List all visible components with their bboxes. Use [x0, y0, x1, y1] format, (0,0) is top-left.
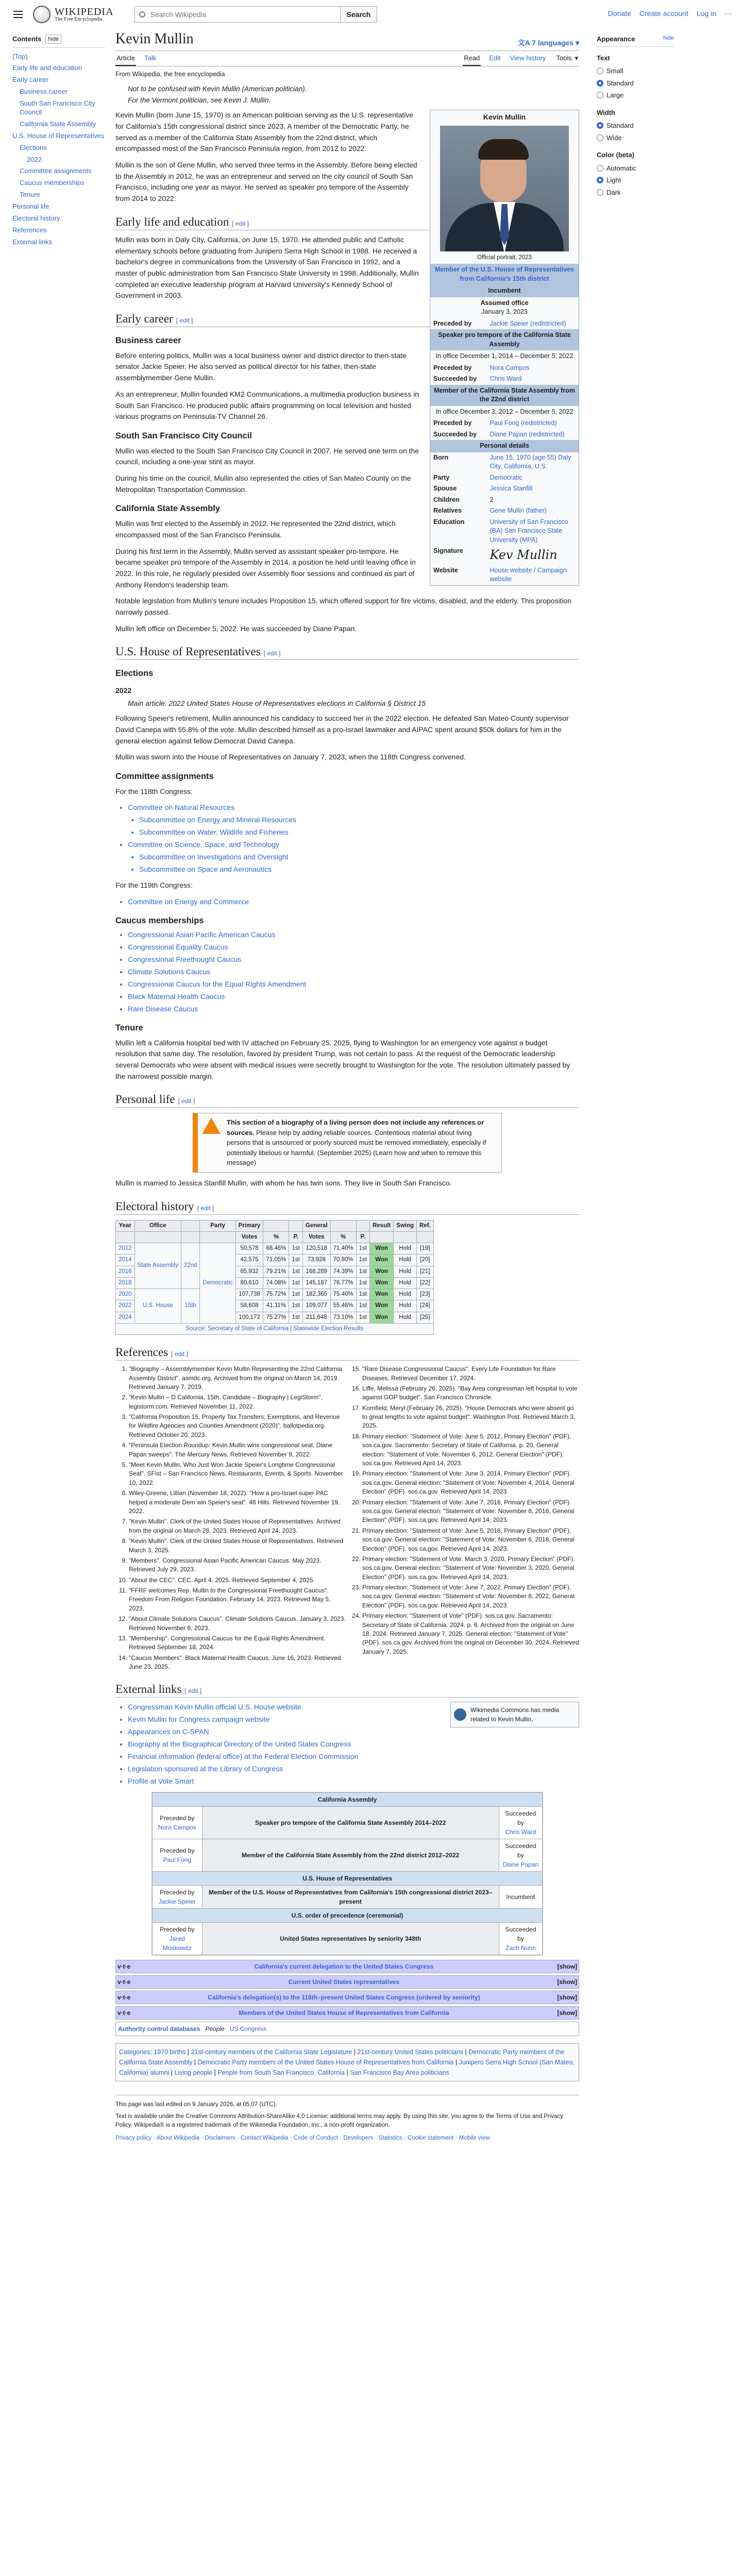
table-header: Swing — [394, 1220, 417, 1231]
personal-details-header: Personal details — [430, 440, 579, 452]
toc-item[interactable]: (Top) — [12, 52, 28, 60]
infobox-office[interactable]: Member of the U.S. House of Representatives from California's 15th district — [430, 264, 579, 285]
radio-icon — [597, 134, 603, 141]
table-header — [330, 1220, 356, 1231]
commons-icon — [454, 1708, 466, 1721]
infobox-office-3: Member of the California State Assembly from the 22nd district — [430, 385, 579, 406]
create-account-link[interactable]: Create account — [639, 9, 688, 18]
reference-item[interactable]: 4. "Peninsula Election Roundup: Kevin Mullin wins congressional seat, Diane Papan sweeps". The Mercury News. Retrieved November 9, 2022. — [129, 1441, 346, 1459]
reference-item[interactable]: 14. "Caucus Members". Black Maternal Health Caucus. June 16, 2023. Retrieved June 23, 2025. — [129, 1654, 346, 1672]
toc-item[interactable]: Early life and education — [12, 64, 82, 72]
list-item[interactable]: • Committee on Science, Space, and Technology — [128, 839, 579, 850]
toc-item[interactable]: Tenure — [20, 191, 40, 199]
language-button[interactable]: 文A 7 languages ▾ — [517, 39, 579, 47]
list-item[interactable]: • Financial information (federal office) at the Federal Election Commission — [128, 1751, 579, 1762]
category-link[interactable]: Junipero Serra High School (San Mateo, California) alumni — [119, 2058, 575, 2076]
radio-icon — [597, 92, 603, 98]
reference-item[interactable]: 10. "About the CEC". CEC. April 4, 2025. Retrieved September 4, 2025. — [129, 1576, 346, 1585]
list-item[interactable]: • Congressman Kevin Mullin official U.S. House website — [128, 1702, 579, 1713]
reference-item[interactable]: 24. Primary election: "Statement of Vote" (PDF). sos.ca.gov. Sacramento: Secretary of State of California. 2024. p. 6. Archived from the original on June 18, 2024. Retrieved January 7, 2025. General election: "Statement of Vote" (PDF). sos.ca.gov. Archived from the original on December 30, 2024. Retrieved January 7, 2025. — [362, 1612, 579, 1656]
list-item[interactable]: • Committee on Natural Resources — [128, 802, 579, 813]
reference-item[interactable]: 7. "Kevin Mullin". Clerk of the United States House of Representatives. Archived from the original on March 28, 2023. Retrieved April 24, 2023. — [129, 1517, 346, 1535]
appearance-hide-button[interactable]: hide — [663, 35, 674, 41]
search-input[interactable] — [134, 6, 341, 23]
tab-article[interactable]: Article — [115, 51, 136, 66]
navbox-show-button[interactable]: [show] — [557, 1993, 577, 2001]
table-subheader: % — [330, 1231, 356, 1243]
reference-item[interactable]: 11. "FFRF welcomes Rep. Mullin to the Congressional Freethought Caucus". Freedom From Religion Foundation. February 14, 2023. Retrieved May 5, 2023. — [129, 1586, 346, 1613]
appearance-option[interactable]: Dark — [597, 187, 674, 199]
table-header — [356, 1220, 369, 1231]
infobox-row: Spouse Jessica Stanfill — [433, 485, 533, 493]
table-subheader: P. — [289, 1231, 302, 1243]
reference-item[interactable]: 8. "Kevin Mullin". Clerk of the United States House of Representatives. Retrieved March 3, 2025. — [129, 1537, 346, 1555]
navbox[interactable]: v·t·e California's delegation(s) to the 118th–present United States Congress (ordered by seniority) [show] — [115, 1991, 579, 2004]
infobox: Kevin Mullin Official portrait, 2023 Member of the U.S. House of Representatives from California's 15th district Incumbent Assumed office January 3, 2023 Preceded by Jackie Speier (redistricted) Speaker pro tempore of the California State Assembly In office December 1, 2014 – December 5, 2022 Preceded by Nora Campos Succeeded by Chris Ward Member of the California State Assembly from the 22nd district In office December 3, 2012 – December 5, 2022 Preceded by Paul Fong (redistricted) Succeeded by Diane Papan (redistricted) Personal details Born June 15, 1970 (age 55) Daly City, California, U.S. Party Democratic Spouse Jessica Stanfill Children 2 Relatives Gene Mullin (father) Education University of San Francisco (BA) San Francisco State University (MPA) Signature Kev Mullin Website House website / Campaign website — [430, 110, 579, 585]
more-options-icon[interactable]: ⋯ — [724, 9, 732, 18]
radio-icon — [597, 189, 603, 196]
reference-item[interactable]: 19. Primary election: "Statement of Vote: June 3, 2014, Primary Election" (PDF). sos.ca.gov. General election: "Statement of Vote: November 4, 2014, General Election" (PDF). sos.ca.gov. Retrieved April 14, 2023. — [362, 1469, 579, 1496]
table-subheader — [394, 1231, 417, 1243]
list-item[interactable]: • Kevin Mullin for Congress campaign website — [128, 1714, 579, 1725]
list-item[interactable]: • Biography at the Biographical Directory of the United States Congress — [128, 1739, 579, 1750]
list-item[interactable]: • Committee on Energy and Commerce — [128, 896, 579, 907]
list-item[interactable]: • Profile at Vote Smart — [128, 1776, 579, 1787]
incumbent-label: Incumbent — [430, 285, 579, 297]
list-item[interactable]: • Subcommittee on Water, Wildlife and Fisheries — [139, 827, 579, 838]
infobox-row: Succeeded by Chris Ward — [433, 375, 522, 383]
tab-history[interactable]: View history — [510, 54, 546, 62]
section-us-house: U.S. House of Representatives [ edit ] — [115, 643, 579, 660]
radio-icon — [597, 177, 603, 183]
category-link[interactable]: People from South San Francisco, California — [217, 2069, 345, 2076]
table-header: General — [302, 1220, 330, 1231]
table-subheader — [417, 1231, 434, 1243]
appearance-option[interactable]: Automatic — [597, 162, 674, 175]
infobox-row: Preceded by Paul Fong (redistricted) — [433, 419, 557, 427]
table-header — [181, 1220, 200, 1231]
toc-item[interactable]: External links — [12, 238, 53, 246]
navbox[interactable]: v·t·e California's current delegation to the United States Congress [show] — [115, 1960, 579, 1973]
navbox[interactable]: v·t·e Members of the United States House of Representatives from California [show] — [115, 2006, 579, 2020]
section-personal-life: Personal life [ edit ] — [115, 1091, 579, 1108]
reference-item[interactable]: 9. "Members". Congressional Asian Pacific American Caucus. May 2023. Retrieved July 29, 2023. — [129, 1556, 346, 1574]
lead-paragraph: Mullin is the son of Gene Mullin, who served three terms in the Assembly. Before being elected to the Assembly in 2012, he was an entrepreneur and served on the city council of South San Francisco, including one year as mayor. He served as speaker pro tempore of the Assembly from 2014 to 2022. — [115, 161, 417, 203]
category-link[interactable]: Living people — [174, 2069, 213, 2076]
wikipedia-logo[interactable] — [33, 6, 114, 23]
reference-item[interactable]: 21. Primary election: "Statement of Vote: June 5, 2018, Primary Election" (PDF). sos.ca.gov. General election: "Statement of Vote: November 6, 2018, General Election" (PDF). sos.ca.gov. Retrieved April 14, 2023. — [362, 1527, 579, 1553]
toc-item[interactable]: 2022 — [27, 155, 42, 163]
list-item[interactable]: • Legislation sponsored at the Library of Congress — [128, 1764, 579, 1774]
categories-box: Categories: 1970 births | 21st-century members of the California State Legislature | 21st-century United States politicians | Democratic Party members of the California State Assembly | Democratic Party members of the United States House of Representatives from California | Junipero Serra High School (San Mateo, California) alumni | Living people | People from South San Francisco, California | San Francisco Bay Area politicians — [115, 2043, 579, 2081]
infobox-row: Website House website / Campaign website — [433, 566, 567, 583]
table-subheader — [200, 1231, 235, 1243]
section-external-links: External links [ edit ] — [115, 1681, 579, 1698]
navbox[interactable]: v·t·e Current United States representatives [show] — [115, 1975, 579, 1989]
radio-icon — [597, 122, 603, 129]
electoral-history-table: Year Office Party Primary General Result Swing Ref. Votes % P. Votes % P. 2012 State Assembly 22nd Democratic 50,578 68.46% 1st 120,518 71.40% 1st Won Hold [19] 2014 42,575 71.05% 1st 73,928 70.80% 1st Won Hold [20] 2016 85,932 79.21% 1st 168,289 74.39% 1st Won Hold [21] 2018 80,610 74.08% 1st 145,187 76.77% 1st Won Hold [22] 2020 U.S. House 15th 107,738 75.72% 1st 182,365 75.40% 1st Won Hold [23] 2022 58,608 41.11% 1st 109,077 55.46% 1st Won Hold [24] 2024 100,172 75.27% 1st 211,648 73.10% 1st Won Hold [25] Source: Secretary of State of California | Statewide Election Results — [115, 1220, 434, 1335]
table-subheader: % — [263, 1231, 289, 1243]
official-portrait[interactable] — [440, 126, 569, 251]
category-link[interactable]: Democratic Party members of the California State Assembly — [119, 2048, 565, 2066]
reference-item[interactable]: 23. Primary election: "Statement of Vote: June 7, 2022, Primary Election" (PDF). sos.ca.gov. General election: "Statement of Vote: November 8, 2022, General Election" (PDF). sos.ca.gov. Retrieved April 14, 2023. — [362, 1583, 579, 1610]
infobox-row: Signature Kev Mullin — [433, 547, 558, 563]
reference-item[interactable]: 22. Primary election: "Statement of Vote: March 3, 2020, Primary Election" (PDF). sos.ca.gov. General election: "Statement of Vote: November 3, 2020, General Election" (PDF). sos.ca.gov. Retrieved April 14, 2023. — [362, 1555, 579, 1582]
toc-hide-button[interactable]: hide — [45, 35, 61, 44]
infobox-row: Children 2 — [433, 496, 494, 503]
table-subheader: P. — [356, 1231, 369, 1243]
list-item[interactable]: • Congressional Equality Caucus — [128, 942, 579, 953]
appearance-option[interactable]: Large — [597, 89, 674, 101]
tab-edit[interactable]: Edit — [489, 54, 501, 62]
infobox-row: Preceded by Nora Campos — [433, 364, 530, 371]
list-item[interactable]: • Subcommittee on Space and Aeronautics — [139, 864, 579, 875]
infobox-row: Party Democratic — [433, 473, 522, 481]
list-item[interactable]: • Congressional Freethought Caucus — [128, 954, 579, 965]
search-button[interactable]: Search — [341, 6, 378, 23]
navbox-vte[interactable]: v·t·e — [117, 1962, 131, 1970]
infobox-row: Born June 15, 1970 (age 55) Daly City, California, U.S. — [433, 453, 571, 470]
reference-item[interactable]: 5. "Meet Kevin Mullin, Who Just Won Jackie Speier's Longtime Congressional Seat". SFist – San Francisco News, Restaurants, Events, & Sports. November 10, 2022. — [129, 1461, 346, 1487]
list-item[interactable]: • Congressional Caucus for the Equal Rights Amendment — [128, 979, 579, 990]
category-link[interactable]: 1970 births — [154, 2048, 186, 2056]
radio-icon — [597, 67, 603, 74]
toc-item[interactable]: Business career — [20, 88, 68, 96]
radio-icon — [597, 165, 603, 172]
tab-read[interactable]: Read — [463, 51, 481, 66]
table-header: Party — [200, 1220, 235, 1231]
unsourced-warning: This section of a biography of a living person does not include any references or sources. Please help by adding reliable sources. Contentious material about living persons that is unsourced or poorly sourced must be removed immediately, especially if potentially libelous or harmful. (September 2025) (Learn how and when to remove this message) — [193, 1113, 502, 1173]
site-header — [0, 0, 742, 29]
table-subheader: Votes — [235, 1231, 263, 1243]
globe-icon — [33, 6, 50, 23]
appearance-option[interactable]: Standard — [597, 77, 674, 90]
list-item[interactable]: • Appearances on C-SPAN — [128, 1726, 579, 1737]
appearance-option[interactable]: Small — [597, 65, 674, 77]
table-header — [289, 1220, 302, 1231]
from-line: From Wikipedia, the free encyclopedia — [115, 71, 225, 78]
reference-item[interactable]: 18. Primary election: "Statement of Vote: June 5, 2012, Primary Election" (PDF). sos.ca.gov. Sacramento: Secretary of State of California. p. 20. General election: "Statement of Vote: November 6, 2012, General Election" (PDF). sos.ca.gov. Retrieved April 14, 2023. — [362, 1432, 579, 1468]
appearance-panel: Appearance hide Text Small Standard Large Width Standard Wide Color (beta) Automatic Light Dark — [597, 29, 674, 2148]
table-header: Office — [134, 1220, 181, 1231]
table-header: Ref. — [417, 1220, 434, 1231]
tools-menu[interactable]: Tools ▾ — [556, 54, 578, 62]
list-item[interactable]: • Rare Disease Caucus — [128, 1004, 579, 1014]
main-menu-button[interactable] — [10, 6, 27, 23]
portrait-caption: Official portrait, 2023 — [477, 254, 532, 261]
infobox-row: Education University of San Francisco (BA) San Francisco State University (MPA) — [433, 518, 568, 544]
category-link[interactable]: 21st-century United States politicians — [357, 2048, 463, 2056]
table-subheader — [181, 1231, 200, 1243]
logo-wordmark: WIKIPEDIA — [55, 6, 114, 18]
article: Kevin Mullin 文A 7 languages ▾ Article Talk Read Edit View history Tools ▾ From Wikipedia, the free encyclopedia Not to be confused with Kevin Mullin (American politician). For the Vermont politician, see Kevin J. Mullin. Kevin Mullin Official portrait, 2023 Member of the U.S. House of Representatives from California's 15th district Incumbent Assumed office January 3, 2023 Preceded by Jackie Speier (redistricted) Speaker pro tempore of the California State Assembly In office December 1, 2014 – December 5, 2022 Preceded by Nora Campos Succeeded by Chris Ward Member of the California State Assembly from the 22nd district In office December 3, 2012 – December 5, 2022 Preceded by Paul Fong (redistricted) Succeeded by Diane Papan (redistricted) Personal details Born June 15, 1970 (age 55) Daly City, California, U.S. Party Democratic Spouse Jessica Stanfill Children 2 Relatives Gene Mullin (father) Education University of San Francisco (BA) San Francisco State University (MPA) Signature Kev Mullin Website House website / Campaign website Kevin Mullin (born June 15, 1970) is an American politician serving as the U.S. representative for California's 15th congressional district since 2023. A member of the Democratic Party, he served as a member of the California State Assembly from the 22nd district, which encompassed most of the San Francisco Peninsula region, from 2012 to 2022. Mullin is the son of Gene Mullin, who served three terms in the Assembly. Before being elected to the Assembly in 2012, he was an entrepreneur and served on the city council of South San Francisco, including one year as mayor. He served as speaker pro tempore of the Assembly from 2014 to 2022. Early life and education [ edit ] Mullin was born in Daly City, California, on June 15, 1970. He attended public and Catholic elementary schools before graduating from Junipero Serra High School in 1988. He received a bachelor's degree in communications from the University of San Francisco in 1992, and a master of public administration from San Francisco State University in 1998. Additionally, Mullin completed an executive leadership program at Harvard University's Kennedy School of Government in 2003. Early career [ edit ] Business career Before entering politics, Mullin was a local business owner and district director to then-state senator Jackie Speier. He also served as political director for his father, then-state assemblymember Gene Mullin. As an entrepreneur, Mullin founded KM2 Communications, a multimedia production business in South San Francisco. He produced public affairs programming on local television and hosted various programs on Peninsula-TV Channel 26. South San Francisco City Council Mullin was elected to the South San Francisco City Council in 2007. He served one term on the council, including a one-year stint as mayor. During his time on the council, Mullin also represented the cities of San Mateo County on the Metropolitan Transportation Commission. California State Assembly Mullin was first elected to the Assembly in 2012. He represented the 22nd district, which encompassed most of the San Francisco Peninsula. During his first term in the Assembly, Mullin served as assistant speaker pro-tempore. He became speaker pro tempore of the Assembly in 2014, a position he held until leaving office in 2022. In this role, he regularly presided over Assembly floor sessions and continued as part of Anthony Rendon's leadership team. Notable legislation from Mullin's tenure includes Proposition 15, which offered support for fire victims, disabled, and the elderly. This proposition narrowly passed. Mullin left office on December 5, 2022. He was succeeded by Diane Papan. U.S. House of Representatives [ edit ] Elections 2022 Main article: 2022 United States House of Representatives elections in California § District 15 Following Speier's retirement, Mullin announced his candidacy to succeed her in the 2022 election. He defeated San Mateo County supervisor David Canepa with 55.8% of the vote. Mullin described himself as a pro-Israel lawmaker and AIPAC spent around $50k dollars for him in the general election against fellow Democrat David Canepa. Mullin was sworn into the House of Representatives on January 7, 2023, when the 118th Congress convened. Committee assignments For the 118th Congress: • Committee on Natural Resources • Subcommittee on Energy and Mineral Resources • Subcommittee on Water, Wildlife and Fisheries • Committee on Science, Space, and Technology • Subcommittee on Investigations and Oversight • Subcommittee on Space and Aeronautics For the 119th Congress: • Committee on Energy and Commerce Caucus memberships • Congressional Asian Pacific American Caucus • Congressional Equality Caucus • Congressional Freethought Caucus • Climate Solutions Caucus • Congressional Caucus for the Equal Rights Amendment • Black Maternal Health Caucus • Rare Disease Caucus Tenure Mullin left a California hospital bed with IV attached on February 25, 2025, flying to Washington for an emergency vote against a budget resolution that same day. The resolution, favored by president Trump, was not certain to pass. At the request of the Democratic leadership several Democrats who were absent with medical issues were secretly brought to Washington for the vote. The resolution ultimately passed by the narrowest possible margin. Personal life [ edit ] This section of a biography of a living person does not include any references or sources. Please help by adding reliable sources. Contentious material about living persons that is unsourced or poorly sourced must be removed immediately, especially if potentially libelous or harmful. (September 2025) (Learn how and when to remove this message) Mullin is married to Jessica Stanfill Mullin, with whom he has twin sons. They live in South San Francisco. Electoral history [ edit ] Year Office Party Primary General Result Swing Ref. Votes % P. Votes % P. 2012 State Assembly 22nd Democratic 50,578 68.46% 1st 120,518 71.40% 1st Won Hold [19] 2014 42,575 71.05% 1st 73,928 70.80% 1st Won Hold [20] 2016 85,932 79.21% 1st 168,289 74.39% 1st Won Hold [21] 2018 80,610 74.08% 1st 145,187 76.77% 1st Won Hold [22] 2020 U.S. House 15th 107,738 75.72% 1st 182,365 75.40% 1st Won Hold [23] 2022 58,608 41.11% 1st 109,077 55.46% 1st Won Hold [24] 2024 100,172 75.27% 1st 211,648 73.10% 1st Won Hold [25] Source: Secretary of State of California | Statewide Election Results References [ edit ] 1. "Biography – Assemblymember Kevin Mullin Representing the 22nd California Assembly District". asmdc.org. Archived from the original on March 14, 2019. Retrieved January 7, 2019. 2. "Kevin Mullin – D California, 15th, Candidate – Biography | LegiStorm". legistorm.com. Retrieved November 11, 2022. 3. "California Proposition 15, Property Tax Transfers, Exemptions, and Revenue for Wildfire Agencies and Counties Amendment (2020)". ballotpedia.org. Retrieved October 20, 2023. 4. "Peninsula Election Roundup: Kevin Mullin wins congressional seat, Diane Papan sweeps". The Mercury News. Retrieved November 9, 2022. 5. "Meet Kevin Mullin, Who Just Won Jackie Speier's Longtime Congressional Seat". SFist – San Francisco News, Restaurants, Events, & Sports. November 10, 2022. 6. Wiley-Greene, Lillian (November 18, 2022). "How a pro-Israel super PAC helped a moderate Dem win Speier's seat". 48 Hills. Retrieved November 19, 2022. 7. "Kevin Mullin". Clerk of the United States House of Representatives. Archived from the original on March 28, 2023. Retrieved April 24, 2023. 8. "Kevin Mullin". Clerk of the United States House of Representatives. Retrieved March 3, 2025. 9. "Members". Congressional Asian Pacific American Caucus. May 2023. Retrieved July 29, 2023. 10. "About the CEC". CEC. April 4, 2025. Retrieved September 4, 2025. 11. "FFRF welcomes Rep. Mullin to the Congressional Freethought Caucus". Freedom From Religion Foundation. February 14, 2023. Retrieved May 5, 2023. 12. "About Climate Solutions Caucus". Climate Solutions Caucus. January 3, 2023. Retrieved November 6, 2023. 13. "Membership". Congressional Caucus for the Equal Rights Amendment. Retrieved September 18, 2024. 14. "Caucus Members". Black Maternal Health Caucus. June 16, 2023. Retrieved June 23, 2025. 15. "Rare Disease Congressional Caucus". Every Life Foundation for Rare Diseases. Retrieved December 17, 2024. 16. Liffe, Melissa (February 26, 2025). "Bay Area congressman left hospital to vote against GOP budget". San Francisco Chronicle. 17. Kornfield, Meryl (February 26, 2025). "House Democrats who were absent go to great lengths to vote against budget". Washington Post. Retrieved March 3, 2025. 18. Primary election: "Statement of Vote: June 5, 2012, Primary Election" (PDF). sos.ca.gov. Sacramento: Secretary of State of California. p. 20. General election: "Statement of Vote: November 6, 2012, General Election" (PDF). sos.ca.gov. Retrieved April 14, 2023. 19. Primary election: "Statement of Vote: June 3, 2014, Primary Election" (PDF). sos.ca.gov. General election: "Statement of Vote: November 4, 2014, General Election" (PDF). sos.ca.gov. Retrieved April 14, 2023. 20. Primary election: "Statement of Vote: June 7, 2016, Primary Election" (PDF). sos.ca.gov. General election: "Statement of Vote: November 8, 2016, General Election" (PDF). sos.ca.gov. Retrieved April 14, 2023. 21. Primary election: "Statement of Vote: June 5, 2018, Primary Election" (PDF). sos.ca.gov. General election: "Statement of Vote: November 6, 2018, General Election" (PDF). sos.ca.gov. Retrieved April 14, 2023. 22. Primary election: "Statement of Vote: March 3, 2020, Primary Election" (PDF). sos.ca.gov. General election: "Statement of Vote: November 3, 2020, General Election" (PDF). sos.ca.gov. Retrieved April 14, 2023. 23. Primary election: "Statement of Vote: June 7, 2022, Primary Election" (PDF). sos.ca.gov. General election: "Statement of Vote: November 8, 2022, General Election" (PDF). sos.ca.gov. Retrieved April 14, 2023. 24. Primary election: "Statement of Vote" (PDF). sos.ca.gov. Sacramento: Secretary of State of California. 2024. p. 6. Archived from the original on June 18, 2024. Retrieved January 7, 2025. General election: "Statement of Vote" (PDF). sos.ca.gov. Archived from the original on December 30, 2024. Retrieved January 7, 2025. External links [ edit ] Wikimedia Commons has media related to Kevin Mullin. • Congressman Kevin Mullin official U.S. House website • Kevin Mullin for Congress campaign website • Appearances on C-SPAN • Biography at the Biographical Directory of the United States Congress • Financial information (federal office) at the Federal Election Commission • Legislation sponsored at the Library of Congress • Profile at Vote Smart California Assembly Preceded by Nora Campos Speaker pro tempore of the California State Assembly 2014–2022 Succeeded by Chris Ward Preceded by Paul Fong Member of the California State Assembly from the 22nd district 2012–2022 Succeeded by Diane Papan U.S. House of Representatives Preceded by Jackie Speier Member of the U.S. House of Representatives from California's 15th congressional district 2023–present Incumbent U.S. order of precedence (ceremonial) Preceded by Jared Moskowitz United States representatives by seniority 348th Succeeded by Zach Nunn v·t·e California's current delegation to the United States Congress [show] v·t·e Current United States representatives [show] v·t·e California's delegation(s) to the 118th–present United States Congress (ordered by seniority) [show] v·t·e Members of the United States House of Representatives from California [show] Authority control databases People US Congress Categories: 1970 births | 21st-century members of the California State Legislature | 21st-century United States politicians | Democratic Party members of the California State Assembly | Democratic Party members of the United States House of Representatives from California | Junipero Serra High School (San Mateo, California) alumni | Living people | People from South San Francisco, California | San Francisco Bay Area politicians This page was last edited on 9 January 2026, at 05:07 (UTC). Text is available under the Creative Commons Attribution-ShareAlike 4.0 License; additional terms may apply. By using this site, you agree to the Terms of Use and Privacy Policy. Wikipedia® is a registered trademark of the Wikimedia Foundation, Inc., a non-profit organization. Privacy policy · About Wikipedia · Disclaimers · Contact Wikipedia · Code of Conduct · Developers · Statistics · Cookie statement · Mobile view — [115, 29, 579, 2148]
navbox-show-button[interactable]: [show] — [557, 2009, 577, 2016]
infobox-row: Succeeded by Diane Papan (redistricted) — [433, 430, 565, 438]
navbox-vte[interactable]: v·t·e — [117, 1993, 131, 2001]
reference-item[interactable]: 17. Kornfield, Meryl (February 26, 2025). "House Democrats who were absent go to great lengths to vote against budget". Washington Post. Retrieved March 3, 2025. — [362, 1404, 579, 1431]
toc-item[interactable]: U.S. House of Representatives — [12, 131, 105, 140]
toc-item[interactable]: South San Francisco City Council — [20, 99, 95, 116]
table-subheader — [116, 1231, 135, 1243]
table-subheader: Votes — [302, 1231, 330, 1243]
reference-item[interactable]: 2. "Kevin Mullin – D California, 15th, Candidate – Biography | LegiStorm". legistorm.com. Retrieved November 11, 2022. — [129, 1393, 346, 1411]
search-form — [134, 6, 378, 23]
toc-item[interactable]: Personal life — [12, 202, 49, 211]
reference-item[interactable]: 13. "Membership". Congressional Caucus for the Equal Rights Amendment. Retrieved September 18, 2024. — [129, 1634, 346, 1652]
toc-item[interactable]: Elections — [20, 143, 47, 151]
appearance-option[interactable]: Light — [597, 174, 674, 187]
lead-paragraph: Kevin Mullin (born June 15, 1970) is an American politician serving as the U.S. representative for California's 15th congressional district since 2023. A member of the Democratic Party, he served as a member of the California State Assembly from the 22nd district, which encompassed most of the San Francisco Peninsula region, from 2012 to 2022. — [115, 111, 414, 153]
toc-item[interactable]: California State Assembly — [20, 120, 96, 128]
list-item[interactable]: • Subcommittee on Energy and Mineral Resources — [139, 815, 579, 825]
section-early-career: Early career [ edit ] — [115, 311, 579, 327]
navbox-show-button[interactable]: [show] — [557, 1962, 577, 1970]
table-of-contents — [12, 29, 105, 2148]
reference-item[interactable]: 3. "California Proposition 15, Property Tax Transfers, Exemptions, and Revenue for Wildfire Agencies and Counties Amendment (2020)". ballotpedia.org. Retrieved October 20, 2023. — [129, 1413, 346, 1439]
reference-item[interactable]: 12. "About Climate Solutions Caucus". Climate Solutions Caucus. January 3, 2023. Retrieved November 6, 2023. — [129, 1615, 346, 1633]
table-row: 2018 80,610 74.08% 1st 145,187 76.77% 1st Won Hold [22] — [116, 1277, 434, 1289]
login-link[interactable]: Log in — [696, 9, 716, 18]
authority-control: Authority control databases People US Congress — [115, 2022, 579, 2036]
list-item[interactable]: • Subcommittee on Investigations and Oversight — [139, 852, 579, 862]
table-header: Year — [116, 1220, 135, 1231]
toc-title: Contents — [12, 35, 42, 43]
reference-item[interactable]: 6. Wiley-Greene, Lillian (November 18, 2022). "How a pro-Israel super PAC helped a moderate Dem win Speier's seat". 48 Hills. Retrieved November 19, 2022. — [129, 1489, 346, 1516]
section-early-life: Early life and education [ edit ] — [115, 214, 579, 230]
infobox-row: Preceded by Jackie Speier (redistricted) — [433, 319, 566, 327]
reference-item[interactable]: 1. "Biography – Assemblymember Kevin Mullin Representing the 22nd California Assembly District". asmdc.org. Archived from the original on March 14, 2019. Retrieved January 7, 2019. — [129, 1365, 346, 1392]
list-item[interactable]: • Black Maternal Health Caucus — [128, 991, 579, 1002]
commons-box[interactable]: Wikimedia Commons has media related to Kevin Mullin. — [450, 1702, 579, 1727]
reference-item[interactable]: 16. Liffe, Melissa (February 26, 2025). "Bay Area congressman left hospital to vote against GOP budget". San Francisco Chronicle. — [362, 1384, 579, 1402]
footer: This page was last edited on 9 January 2026, at 05:07 (UTC). Text is available under the Creative Commons Attribution-ShareAlike 4.0 License; additional terms may apply. By using this site, you agree to the Terms of Use and Privacy Policy. Wikipedia® is a registered trademark of the Wikimedia Foundation, Inc., a non-profit organization. Privacy policy · About Wikipedia · Disclaimers · Contact Wikipedia · Code of Conduct · Developers · Statistics · Cookie statement · Mobile view — [115, 2095, 579, 2148]
section-electoral-history: Electoral history [ edit ] — [115, 1198, 579, 1215]
radio-icon — [597, 80, 603, 87]
table-header: Result — [370, 1220, 394, 1231]
table-header: Primary — [235, 1220, 263, 1231]
category-link[interactable]: Democratic Party members of the United States House of Representatives from California — [197, 2058, 454, 2066]
donate-link[interactable]: Donate — [608, 9, 631, 18]
navbox-show-button[interactable]: [show] — [557, 1978, 577, 1986]
list-item[interactable]: • Climate Solutions Caucus — [128, 967, 579, 977]
infobox-office-2: Speaker pro tempore of the California State Assembly — [430, 329, 579, 350]
toc-item[interactable]: References — [12, 226, 47, 234]
table-row: 2020 U.S. House 15th 107,738 75.72% 1st 182,365 75.40% 1st Won Hold [23] — [116, 1289, 434, 1300]
table-subheader — [370, 1231, 394, 1243]
hatnote: For the Vermont politician, see Kevin J. Mullin. — [128, 96, 271, 104]
list-item[interactable]: • Congressional Asian Pacific American Caucus — [128, 929, 579, 940]
table-row: 2024 100,172 75.27% 1st 211,648 73.10% 1st Won Hold [25] — [116, 1312, 434, 1323]
appearance-option[interactable]: Standard — [597, 120, 674, 132]
appearance-option[interactable]: Wide — [597, 132, 674, 144]
succession-box: California Assembly Preceded by Nora Campos Speaker pro tempore of the California State Assembly 2014–2022 Succeeded by Chris Ward Preceded by Paul Fong Member of the California State Assembly from the 22nd district 2012–2022 Succeeded by Diane Papan U.S. House of Representatives Preceded by Jackie Speier Member of the U.S. House of Representatives from California's 15th congressional district 2023–present Incumbent U.S. order of precedence (ceremonial) Preceded by Jared Moskowitz United States representatives by seniority 348th Succeeded by Zach Nunn — [151, 1792, 543, 1956]
table-subheader — [134, 1231, 181, 1243]
search-icon — [139, 11, 145, 18]
reference-item[interactable]: 20. Primary election: "Statement of Vote: June 7, 2016, Primary Election" (PDF). sos.ca.gov. General election: "Statement of Vote: November 8, 2016, General Election" (PDF). sos.ca.gov. Retrieved April 14, 2023. — [362, 1498, 579, 1525]
category-link[interactable]: 21st-century members of the California State Legislature — [191, 2048, 352, 2056]
table-header — [263, 1220, 289, 1231]
reference-item[interactable]: 15. "Rare Disease Congressional Caucus". Every Life Foundation for Rare Diseases. Retrieved December 17, 2024. — [362, 1365, 579, 1383]
infobox-row: Relatives Gene Mullin (father) — [433, 507, 547, 515]
table-row: 2012 State Assembly 22nd Democratic 50,578 68.46% 1st 120,518 71.40% 1st Won Hold [19] — [116, 1243, 434, 1255]
signature-image: Kev Mullin — [490, 548, 558, 563]
page-title: Kevin Mullin — [115, 31, 194, 47]
table-row: 2014 42,575 71.05% 1st 73,928 70.80% 1st Won Hold [20] — [116, 1255, 434, 1266]
toc-item[interactable]: Electoral history — [12, 214, 60, 222]
warning-icon — [202, 1117, 221, 1134]
navbox-vte[interactable]: v·t·e — [117, 2009, 131, 2016]
navbox-vte[interactable]: v·t·e — [117, 1978, 131, 1986]
toc-item[interactable]: Caucus memberships — [20, 179, 85, 187]
toc-item[interactable]: Early career — [12, 76, 49, 84]
hatnote: Not to be confused with Kevin Mullin (American politician). — [128, 85, 307, 93]
section-references: References [ edit ] — [115, 1344, 579, 1361]
table-row: 2016 85,932 79.21% 1st 168,289 74.39% 1st Won Hold [21] — [116, 1266, 434, 1277]
toc-item[interactable]: Committee assignments — [20, 167, 92, 175]
tab-talk[interactable]: Talk — [144, 54, 157, 62]
table-row: 2022 58,608 41.11% 1st 109,077 55.46% 1st Won Hold [24] — [116, 1300, 434, 1312]
logo-tagline: The Free Encyclopedia — [55, 16, 103, 22]
category-link[interactable]: San Francisco Bay Area politicians — [350, 2069, 449, 2076]
infobox-name: Kevin Mullin — [483, 113, 526, 122]
